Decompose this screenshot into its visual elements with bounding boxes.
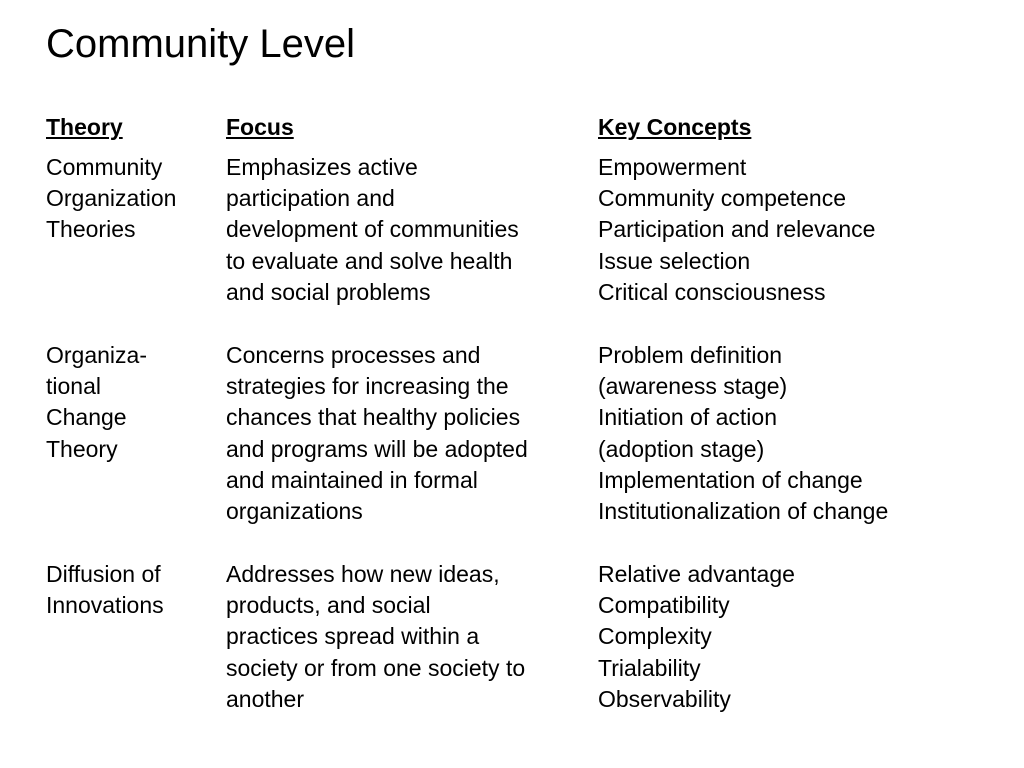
theory-column-header: Theory [46,114,123,140]
theory-line: Diffusion of [46,561,161,587]
focus-line: and social problems [226,278,431,305]
focus-line: society or from one society to [226,654,526,681]
key-concept-item: Community competence [598,185,846,212]
key-concepts-cell [598,340,998,527]
theory-cell [46,559,221,621]
key-concepts-column-header: Key Concepts [598,114,752,140]
focus-line: participation and [226,185,395,212]
focus-line: chances that healthy policies [226,404,521,431]
key-concept-item: Institutionalization of change [598,498,889,525]
page-title: Community Level [46,22,356,66]
key-concept-item: Relative advantage [598,561,795,587]
focus-line: and maintained in formal [226,466,478,493]
key-concepts-cell [598,152,998,308]
key-concepts-cell [598,559,998,715]
theory-line: Theories [46,216,136,243]
focus-line: organizations [226,498,363,525]
focus-line: Emphasizes active [226,154,418,180]
theory-cell [46,152,221,246]
key-concept-item: (adoption stage) [598,435,765,462]
theory-line: Theory [46,435,118,462]
theory-line: Organiza- [46,342,147,368]
focus-line: Addresses how new ideas, [226,561,500,587]
focus-column-header: Focus [226,114,294,140]
key-concept-item: Initiation of action [598,404,778,431]
theory-table [46,112,1006,712]
focus-cell [226,340,594,527]
theory-line: Community [46,154,163,180]
key-concept-item: Empowerment [598,154,747,180]
key-concept-item: Implementation of change [598,466,863,493]
key-concept-item: Complexity [598,623,712,650]
theory-line: Organization [46,185,177,212]
key-concept-item: Problem definition [598,342,783,368]
theory-line: Innovations [46,592,164,619]
key-concept-item: (awareness stage) [598,373,788,400]
key-concept-item: Observability [598,685,731,712]
theory-cell [46,340,221,465]
key-concept-item: Compatibility [598,592,730,619]
focus-line: products, and social [226,592,431,619]
focus-cell [226,559,594,715]
key-concept-item: Critical consciousness [598,278,826,305]
focus-line: to evaluate and solve health [226,247,513,274]
focus-line: development of communities [226,216,519,243]
key-concept-item: Trialability [598,654,701,681]
table-header-row [46,112,1006,143]
focus-cell [226,152,594,308]
focus-line: and programs will be adopted [226,435,528,462]
focus-line: strategies for increasing the [226,373,509,400]
focus-line: Concerns processes and [226,342,481,368]
theory-line: Change [46,404,127,431]
key-concept-item: Participation and relevance [598,216,876,243]
focus-line: practices spread within a [226,623,480,650]
key-concept-item: Issue selection [598,247,751,274]
focus-line: another [226,685,305,712]
theory-line: tional [46,373,101,400]
